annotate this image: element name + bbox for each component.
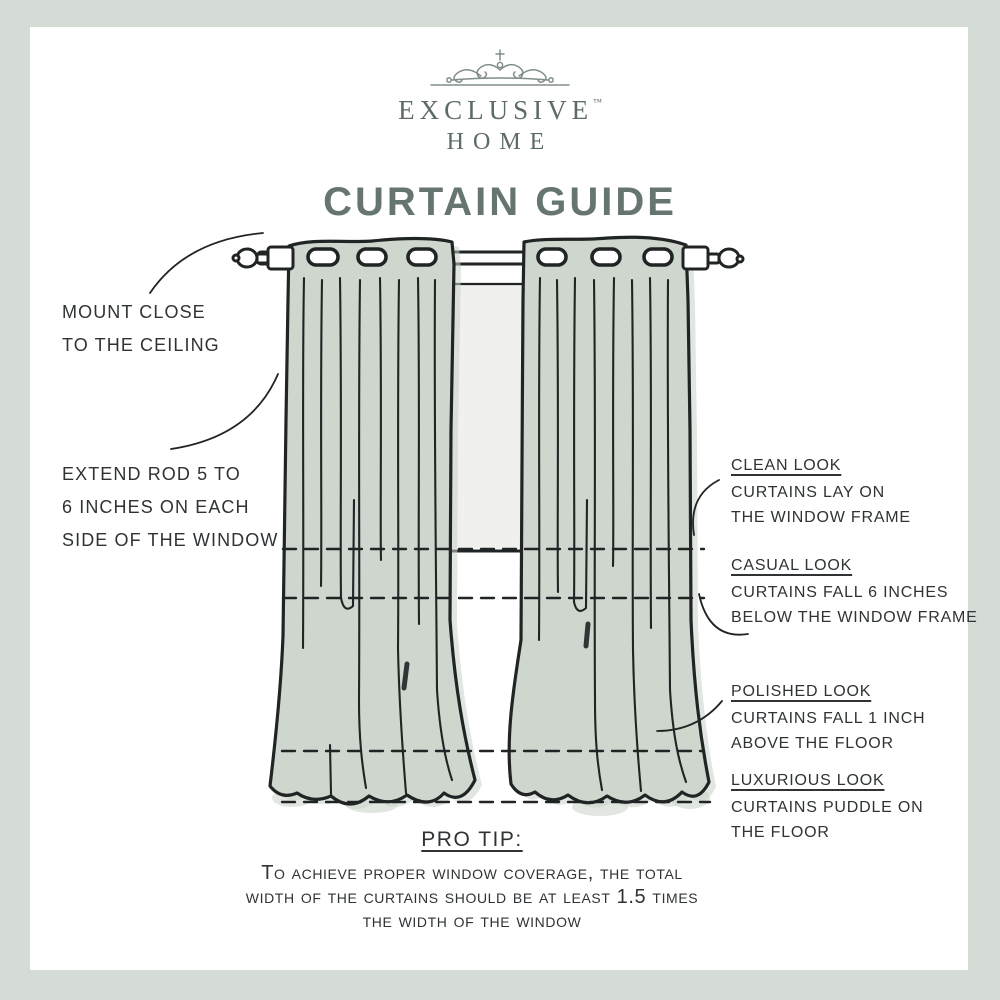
pro-tip-heading: PRO TIP: bbox=[421, 828, 523, 851]
window-pane bbox=[453, 284, 523, 548]
annotation-polished-look bbox=[731, 679, 925, 756]
finial-tip bbox=[233, 255, 239, 261]
annotation-line: SIDE OF THE WINDOW bbox=[62, 530, 279, 550]
brand-name-line2: HOME bbox=[446, 129, 554, 155]
highlight-mark bbox=[586, 624, 588, 646]
annotation-line: CURTAINS FALL 6 INCHES bbox=[731, 584, 949, 601]
annotation-extend-rod bbox=[62, 458, 278, 557]
annotation-line: TO THE CEILING bbox=[62, 335, 220, 355]
rod-finial-right bbox=[683, 247, 743, 269]
annotation-line: BELOW THE WINDOW FRAME bbox=[731, 609, 978, 626]
pro-tip bbox=[0, 828, 944, 933]
pro-tip-line: To achieve proper window coverage, the total bbox=[261, 862, 683, 884]
annotation-line: EXTEND ROD 5 TO bbox=[62, 464, 241, 484]
finial-cylinder bbox=[268, 247, 293, 269]
connector-extend-rod bbox=[171, 374, 278, 449]
annotation-line: THE WINDOW FRAME bbox=[731, 509, 911, 526]
annotation-mount-close bbox=[62, 296, 220, 362]
pro-tip-line: the width of the window bbox=[362, 910, 582, 932]
look-heading: POLISHED LOOK bbox=[731, 683, 872, 700]
finial-neck bbox=[708, 254, 719, 263]
look-heading: LUXURIOUS LOOK bbox=[731, 772, 885, 789]
grommet-tab bbox=[592, 249, 620, 265]
filigree-crest-icon bbox=[425, 48, 575, 88]
curtain-panel-right bbox=[509, 237, 716, 807]
grommet-tab bbox=[644, 249, 672, 265]
pro-tip-line: width of the curtains should be at least 1.5 times bbox=[245, 886, 699, 908]
annotation-line: MOUNT CLOSE bbox=[62, 302, 206, 322]
annotation-line: CURTAINS FALL 1 INCH bbox=[731, 710, 926, 727]
grommet-tab bbox=[308, 249, 338, 265]
annotation-casual-look bbox=[731, 553, 978, 630]
finial-cylinder bbox=[683, 247, 708, 269]
grommet-tab bbox=[358, 249, 386, 265]
look-heading: CLEAN LOOK bbox=[731, 457, 842, 474]
rod-finial-left bbox=[233, 247, 293, 269]
brand-word-exclusive: EXCLUSIVE bbox=[398, 95, 594, 125]
annotation-line: ABOVE THE FLOOR bbox=[731, 735, 894, 752]
panel-outline bbox=[270, 239, 475, 805]
highlight-mark bbox=[404, 664, 407, 688]
grommet-tab bbox=[538, 249, 566, 265]
annotation-line: CURTAINS LAY ON bbox=[731, 484, 885, 501]
annotation-line: 6 INCHES ON EACH bbox=[62, 497, 250, 517]
grommet-tab bbox=[408, 249, 436, 265]
annotation-line: CURTAINS PUDDLE ON bbox=[731, 799, 924, 816]
header bbox=[0, 0, 1000, 225]
page-title: CURTAIN GUIDE bbox=[323, 180, 677, 224]
finial-neck bbox=[257, 254, 268, 263]
look-heading: CASUAL LOOK bbox=[731, 557, 853, 574]
curtain-panel-left bbox=[270, 239, 482, 810]
annotation-clean-look bbox=[731, 453, 911, 530]
brand-name-line1 bbox=[0, 95, 1000, 126]
annotation-line: THE FLOOR bbox=[731, 824, 830, 841]
finial-tip bbox=[737, 256, 743, 262]
trademark-symbol: ™ bbox=[593, 97, 602, 107]
